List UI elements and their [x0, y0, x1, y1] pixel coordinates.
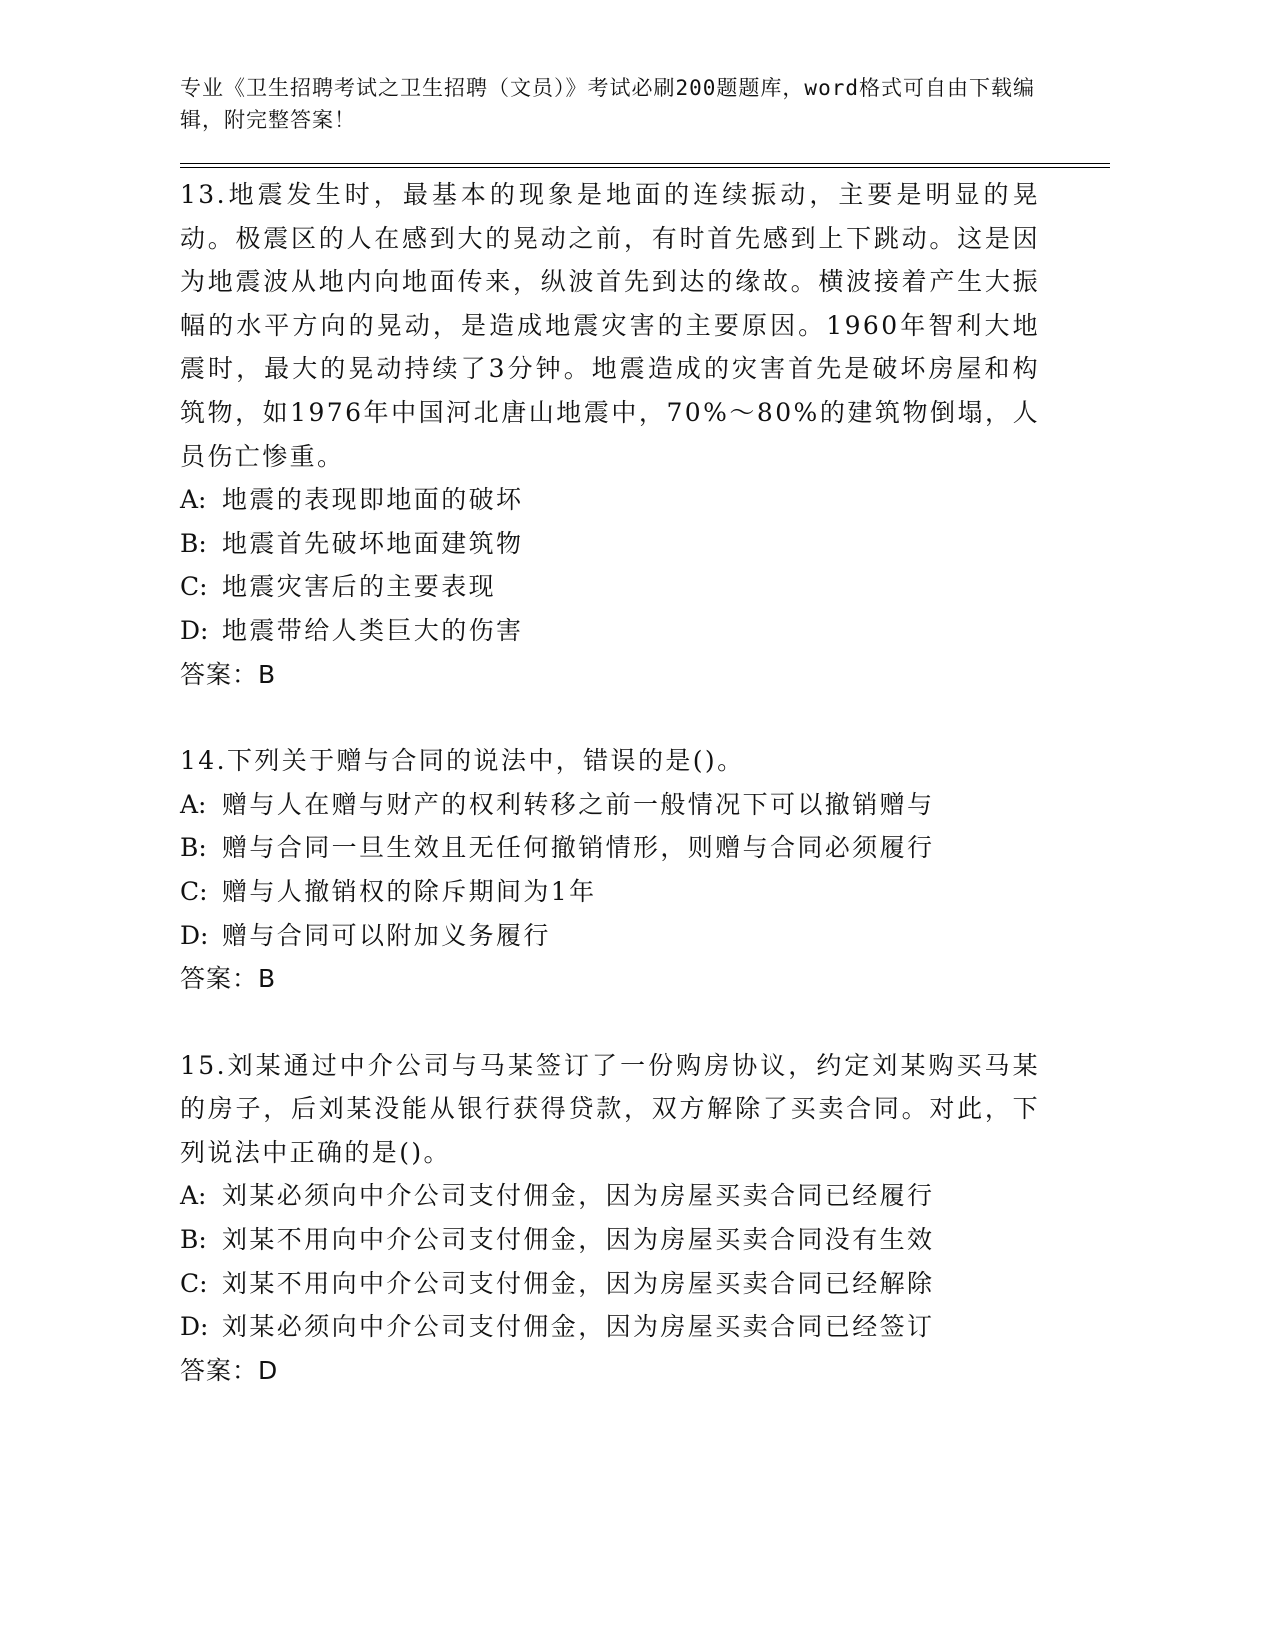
document-page: [180, 0, 1110, 1392]
option-text: 地震首先破坏地面建筑物: [222, 528, 524, 558]
option-key: D:: [180, 920, 209, 950]
option-key: C:: [180, 572, 208, 602]
option-text: 赠与人在赠与财产的权利转移之前一般情况下可以撤销赠与: [222, 789, 935, 819]
question-14: [180, 739, 1110, 1001]
option-key: A:: [180, 789, 207, 819]
question-stem: 13.地震发生时，最基本的现象是地面的连续振动，主要是明显的晃动。极震区的人在感到大的晃动之前，有时首先感到上下跳动。这是因为地震波从地内向地面传来，纵波首先到达的缘故。横波接着产生大振幅的水平方向的晃动，是造成地震灾害的主要原因。1960年智利大地震时，最大的晃动持续了3分钟。地震造成的灾害首先是破坏房屋和构筑物，如1976年中国河北唐山地震中，70%～80%的建筑物倒塌，人员伤亡惨重。: [180, 180, 1040, 471]
option-text: 赠与合同可以附加义务履行: [222, 920, 551, 950]
option-key: B:: [180, 528, 207, 558]
option-c: [180, 1262, 1110, 1306]
option-text: 地震带给人类巨大的伤害: [222, 615, 524, 645]
answer-line: 答案：B: [180, 659, 277, 689]
option-key: D:: [180, 615, 209, 645]
option-a: [180, 478, 1110, 522]
option-b: [180, 826, 1110, 870]
option-c: [180, 870, 1110, 914]
option-key: A:: [180, 1181, 207, 1211]
option-key: D:: [180, 1312, 209, 1342]
answer-line: 答案：D: [180, 1355, 279, 1385]
option-a: [180, 1174, 1110, 1218]
option-text: 赠与合同一旦生效且无任何撤销情形，则赠与合同必须履行: [222, 833, 935, 863]
option-b: [180, 522, 1110, 566]
option-text: 赠与人撤销权的除斥期间为1年: [222, 876, 597, 906]
option-c: [180, 565, 1110, 609]
answer-line: 答案：B: [180, 964, 277, 994]
option-text: 地震的表现即地面的破坏: [222, 485, 524, 515]
option-d: [180, 914, 1110, 958]
option-text: 刘某必须向中介公司支付佣金，因为房屋买卖合同已经签订: [222, 1312, 935, 1342]
header-double-rule: [180, 163, 1110, 168]
option-a: [180, 783, 1110, 827]
document-header: 专业《卫生招聘考试之卫生招聘（文员）》考试必刷200题题库，word格式可自由下载编辑，附完整答案！: [180, 76, 1035, 132]
option-text: 刘某必须向中介公司支付佣金，因为房屋买卖合同已经履行: [222, 1181, 935, 1211]
question-13: [180, 173, 1110, 696]
question-stem: 14.下列关于赠与合同的说法中，错误的是()。: [180, 746, 745, 776]
option-key: B:: [180, 833, 207, 863]
option-d: [180, 609, 1110, 653]
option-key: C:: [180, 1268, 208, 1298]
option-key: C:: [180, 876, 208, 906]
option-key: B:: [180, 1225, 207, 1255]
question-stem: 15.刘某通过中介公司与马某签订了一份购房协议，约定刘某购买马某的房子，后刘某没能从银行获得贷款，双方解除了买卖合同。对此，下列说法中正确的是()。: [180, 1050, 1040, 1167]
option-b: [180, 1218, 1110, 1262]
option-text: 刘某不用向中介公司支付佣金，因为房屋买卖合同已经解除: [222, 1268, 935, 1298]
option-d: [180, 1305, 1110, 1349]
question-15: [180, 1044, 1110, 1393]
option-text: 地震灾害后的主要表现: [222, 572, 497, 602]
option-key: A:: [180, 485, 207, 515]
option-text: 刘某不用向中介公司支付佣金，因为房屋买卖合同没有生效: [222, 1225, 935, 1255]
